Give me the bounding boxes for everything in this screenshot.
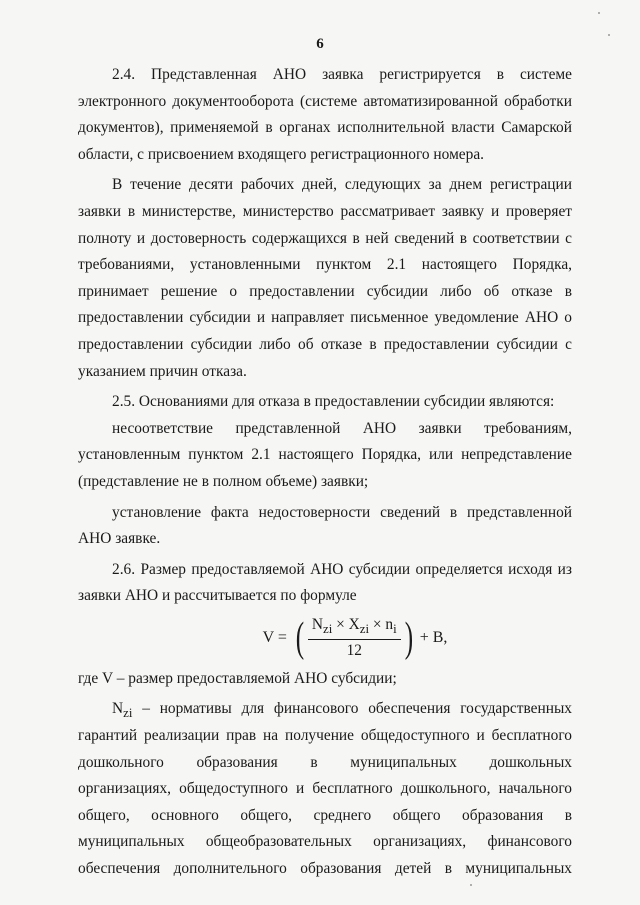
paragraph-line: где V – размер предоставляемой АНО субсидии; xyxy=(78,669,397,687)
formula-rhs: + B, xyxy=(419,628,448,646)
formula-left-paren: ( xyxy=(295,614,305,661)
paragraph-line: предоставлении субсидии либо об отказе в предоставлении субсидии с xyxy=(78,335,572,353)
definition-line xyxy=(78,696,572,723)
formula-numerator: $N_{zi} \times X_{zi} \times n_i$ xyxy=(308,616,401,640)
paragraph-line: электронного документооборота (системе автоматизированной обработки xyxy=(78,92,572,110)
paragraph-line: области, с присвоением входящего регистрационного номера. xyxy=(78,145,485,163)
scan-artifact xyxy=(470,884,472,886)
definition-line: организациях, общедоступного и бесплатного дошкольного, начального xyxy=(78,780,572,798)
definition-line: общего, основного общего, среднего общего образования в xyxy=(78,806,572,824)
definition-text: – нормативы для финансового обеспечения государственных xyxy=(142,700,572,718)
subsidy-formula xyxy=(78,610,572,666)
paragraph-line: АНО заявке. xyxy=(78,530,161,548)
formula-denominator: 12 xyxy=(346,641,362,659)
paragraph-line: установленным пунктом 2.1 настоящего Порядка, или непредставление xyxy=(78,446,572,464)
formula-lhs: V = xyxy=(262,628,287,646)
paragraph-line: установление факта недостоверности сведений в представленной xyxy=(112,503,572,521)
paragraph-line: принимает решение о предоставлении субсидии либо об отказе в xyxy=(78,282,572,300)
paragraph-line: несоответствие представленной АНО заявки требованиям, xyxy=(112,419,572,437)
document-body xyxy=(78,62,572,883)
paragraph-line: указанием причин отказа. xyxy=(78,362,247,380)
paragraph-line: документов), применяемой в органах исполнительной власти Самарской xyxy=(78,119,572,137)
definition-term: $N_{zi}$ xyxy=(112,700,133,721)
definition-line: муниципальных общеобразовательных организациях, финансового xyxy=(78,833,572,851)
paragraph-line: В течение десяти рабочих дней, следующих за днем регистрации xyxy=(112,176,572,194)
paragraph-line: заявки в министерстве, министерство рассматривает заявку и проверяет xyxy=(78,202,572,220)
paragraph-line: 2.4. Представленная АНО заявка регистрируется в системе xyxy=(112,66,572,83)
formula-fraction xyxy=(308,616,401,660)
paragraph-line: 2.5. Основаниями для отказа в предоставлении субсидии являются: xyxy=(112,393,555,411)
scan-artifact xyxy=(598,12,600,14)
paragraph-line: 2.6. Размер предоставляемой АНО субсидии определяется исходя из xyxy=(112,560,572,578)
definition-line: дошкольного образования в муниципальных дошкольных xyxy=(78,753,572,771)
definition-line: обеспечения дополнительного образования детей в муниципальных xyxy=(78,860,572,878)
paragraph-line: полноту и достоверность содержащихся в ней сведений в соответствии с xyxy=(78,229,572,247)
formula-right-paren: ) xyxy=(404,614,413,661)
paragraph-line: заявки АНО и рассчитывается по формуле xyxy=(78,587,357,605)
paragraph-line: (представление не в полном объеме) заявки; xyxy=(78,472,369,490)
page-number: 6 xyxy=(316,36,324,52)
scan-artifact xyxy=(608,34,610,36)
paragraph-line: требованиями, установленными пунктом 2.1 настоящего Порядка, xyxy=(78,256,572,274)
definition-line: гарантий реализации прав на получение общедоступного и бесплатного xyxy=(78,727,572,745)
paragraph-line: предоставлении субсидии и направляет письменное уведомление АНО о xyxy=(78,309,572,327)
